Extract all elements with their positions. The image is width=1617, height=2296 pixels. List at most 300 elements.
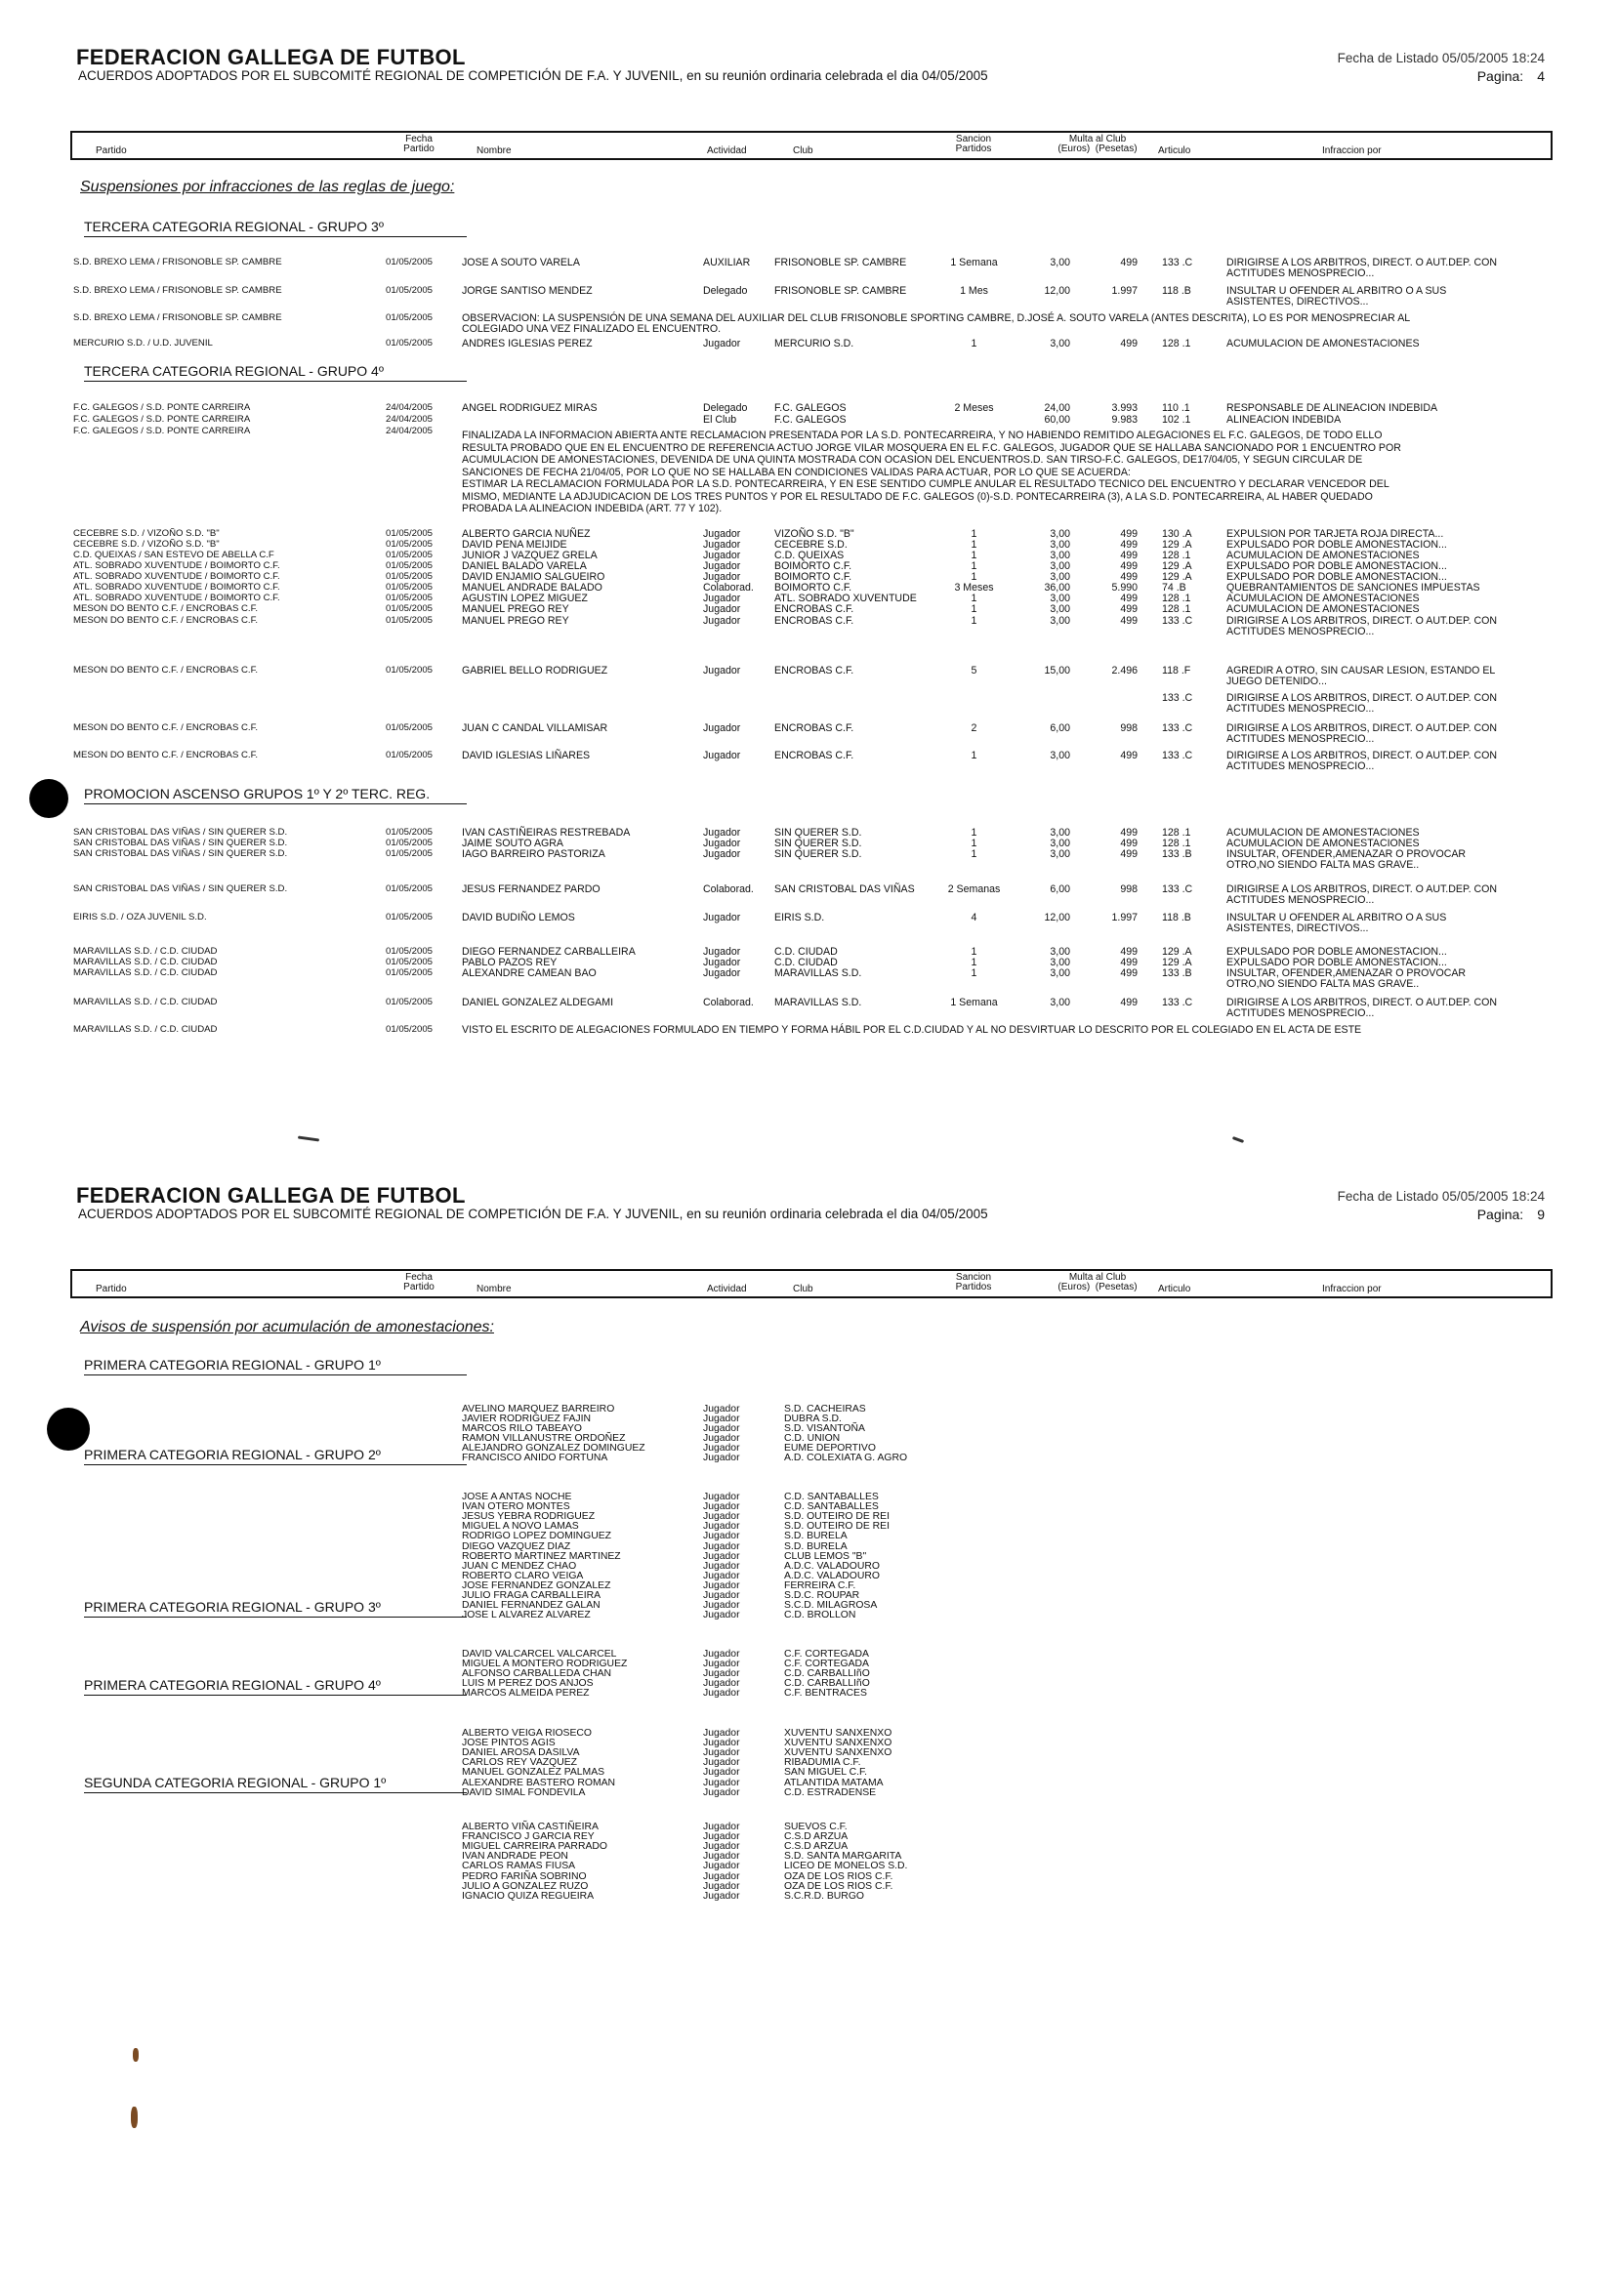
cell-pesetas: 2.496: [1111, 665, 1138, 676]
cell-infraccion: AGREDIR A OTRO, SIN CAUSAR LESION, ESTANDO EL: [1226, 665, 1496, 676]
cell-actividad: Jugador: [703, 957, 741, 968]
entry-club: XUVENTU SANXENXO: [784, 1738, 892, 1749]
entry-name: JESUS YEBRA RODRIGUEZ: [462, 1511, 596, 1523]
cell-sancion: 1: [971, 827, 977, 839]
entry-name: IGNACIO QUIZA REGUEIRA: [462, 1890, 595, 1902]
cell-partido: MARAVILLAS S.D. / C.D. CIUDAD: [73, 957, 218, 967]
entry-activity: Jugador: [703, 1590, 740, 1601]
cell-pesetas: 3.993: [1111, 402, 1138, 414]
cell-sancion: 1: [971, 593, 977, 604]
cell-infraccion: ACTITUDES MENOSPRECIO...: [1226, 760, 1375, 772]
cell-club: SIN QUERER S.D.: [774, 827, 862, 839]
cell-actividad: Jugador: [703, 338, 741, 349]
cell-partido: F.C. GALEGOS / S.D. PONTE CARREIRA: [73, 414, 251, 425]
cell-sancion: 1: [971, 848, 977, 860]
cell-fecha: 01/05/2005: [386, 603, 434, 614]
entry-activity: Jugador: [703, 1560, 740, 1572]
cell-infraccion: ACTITUDES MENOSPRECIO...: [1226, 1007, 1375, 1019]
entry-activity: Jugador: [703, 1443, 740, 1454]
cell-nombre: DAVID IGLESIAS LIÑARES: [462, 750, 591, 761]
entry-club: A.D.C. VALADOURO: [784, 1560, 880, 1572]
entry-name: DANIEL FERNANDEZ GALAN: [462, 1600, 601, 1612]
cell-euros: 3,00: [1050, 257, 1070, 268]
cell-fecha: 01/05/2005: [386, 997, 434, 1007]
cell-infraccion: ACTITUDES MENOSPRECIO...: [1226, 703, 1375, 715]
cell-sancion: 2 Semanas: [947, 883, 1001, 895]
entry-activity: Jugador: [703, 1738, 740, 1749]
cell-actividad: Jugador: [703, 593, 741, 604]
cell-club: ATL. SOBRADO XUVENTUDE: [774, 593, 917, 604]
col-nombre: Nombre: [477, 145, 512, 156]
cell-fecha: 01/05/2005: [386, 528, 434, 539]
cell-actividad: Colaborad.: [703, 582, 754, 594]
cell-club: ENCROBAS C.F.: [774, 750, 854, 761]
cell-infraccion: EXPULSADO POR DOBLE AMONESTACION...: [1226, 539, 1447, 551]
entry-name: AVELINO MARQUEZ BARREIRO: [462, 1404, 615, 1414]
cell-nombre: ANGEL RODRIGUEZ MIRAS: [462, 402, 598, 414]
cell-articulo: 130 .A: [1162, 528, 1192, 540]
cell-pesetas: 499: [1120, 967, 1138, 979]
entry-club: S.D. BURELA: [784, 1531, 848, 1542]
cell-actividad: Colaborad.: [703, 997, 754, 1008]
cell-nombre: DANIEL GONZALEZ ALDEGAMI: [462, 997, 614, 1008]
cell-infraccion: DIRIGIRSE A LOS ARBITROS, DIRECT. O AUT.DEP. CON: [1226, 257, 1498, 268]
cell-articulo: 128 .1: [1162, 593, 1191, 604]
entry-name: CARLOS REY VAZQUEZ: [462, 1757, 577, 1769]
cell-pesetas: 499: [1120, 838, 1138, 849]
cell-club: BOIMORTO C.F.: [774, 571, 852, 583]
cell-club: SAN CRISTOBAL DAS VIÑAS: [774, 883, 915, 895]
cell-partido: SAN CRISTOBAL DAS VIÑAS / SIN QUERER S.D.: [73, 827, 288, 838]
entry-club: FERREIRA C.F.: [784, 1579, 856, 1591]
cell-nombre: VISTO EL ESCRITO DE ALEGACIONES FORMULADO EN TIEMPO Y FORMA HÁBIL POR EL C.D.CIUDAD Y AL NO DESVIRTUAR LO DESCRITO POR EL COLEGIADO EN EL ACTA DE ESTE: [462, 1024, 1362, 1036]
cell-club: ENCROBAS C.F.: [774, 722, 854, 734]
cell-articulo: 110 .1: [1162, 402, 1190, 414]
cell-euros: 3,00: [1050, 750, 1070, 761]
cell-fecha: 01/05/2005: [386, 946, 434, 957]
cell-articulo: 118 .B: [1162, 285, 1191, 297]
cell-partido: F.C. GALEGOS / S.D. PONTE CARREIRA: [73, 402, 251, 413]
cell-fecha: 01/05/2005: [386, 750, 434, 760]
cell-articulo: 133 .C: [1162, 883, 1193, 895]
cell-pesetas: 1.997: [1111, 912, 1138, 923]
entry-name: PEDRO FARIÑA SOBRINO: [462, 1870, 587, 1882]
col-multa: Multa al Club (Euros) (Pesetas): [1057, 1272, 1138, 1292]
cell-articulo: 128 .1: [1162, 603, 1191, 615]
cell-nombre: OBSERVACION: LA SUSPENSIÓN DE UNA SEMANA DEL AUXILIAR DEL CLUB FRISONOBLE SPORTING CAMBRE, D.JOSÉ A. SOUTO VARELA (ANTES DESCRITA), LO ES POR MENOSPRECIAR AL: [462, 312, 1411, 324]
entry-name: ALEJANDRO GONZALEZ DOMINGUEZ: [462, 1443, 645, 1454]
col-actividad: Actividad: [707, 145, 747, 156]
cell-actividad: Jugador: [703, 571, 741, 583]
cell-actividad: Jugador: [703, 560, 741, 572]
entry-club: XUVENTU SANXENXO: [784, 1747, 892, 1759]
cell-actividad: El Club: [703, 414, 737, 426]
cell-articulo: 102 .1: [1162, 414, 1191, 426]
cell-sancion: 1 Semana: [950, 997, 998, 1008]
group-title: PRIMERA CATEGORIA REGIONAL - GRUPO 1º: [84, 1357, 467, 1375]
entry-name: JULIO FRAGA CARBALLEIRA: [462, 1590, 601, 1601]
cell-sancion: 1: [971, 838, 977, 849]
cell-nombre: ALEXANDRE CAMEAN BAO: [462, 967, 597, 979]
cell-articulo: 74 .B: [1162, 582, 1186, 594]
cell-euros: 3,00: [1050, 539, 1070, 551]
cell-infraccion: INSULTAR U OFENDER AL ARBITRO O A SUS: [1226, 912, 1447, 923]
col-fecha: Fecha Partido: [403, 1272, 435, 1292]
entry-activity: Jugador: [703, 1414, 740, 1424]
cell-fecha: 01/05/2005: [386, 615, 434, 626]
cell-nombre: DAVID BUDIÑO LEMOS: [462, 912, 575, 923]
col-fecha: Fecha Partido: [403, 134, 435, 154]
cell-infraccion: ACTITUDES MENOSPRECIO...: [1226, 894, 1375, 906]
section-title: Suspensiones por infracciones de las reglas de juego:: [80, 179, 455, 195]
col-sancion: Sancion Partidos: [955, 1272, 992, 1292]
entry-club: C.D. CARBALLIñO: [784, 1678, 870, 1690]
section-title: Avisos de suspensión por acumulación de amonestaciones:: [80, 1319, 494, 1335]
entry-club: C.D. SANTABALLES: [784, 1492, 879, 1502]
stain-mark: [133, 2048, 139, 2062]
entry-club: RIBADUMIA C.F.: [784, 1757, 861, 1769]
cell-actividad: Jugador: [703, 550, 741, 561]
cell-partido: MESON DO BENTO C.F. / ENCROBAS C.F.: [73, 722, 259, 733]
cell-fecha: 01/05/2005: [386, 312, 434, 323]
cell-infraccion: INSULTAR, OFENDER,AMENAZAR O PROVOCAR: [1226, 967, 1467, 979]
entry-name: MIGUEL A NOVO LAMAS: [462, 1521, 579, 1533]
cell-nombre: DAVID PENA MEIJIDE: [462, 539, 567, 551]
cell-fecha: 01/05/2005: [386, 338, 434, 348]
cell-pesetas: 499: [1120, 338, 1138, 349]
entry-club: OZA DE LOS RIOS C.F.: [784, 1880, 893, 1892]
cell-euros: 15,00: [1044, 665, 1070, 676]
entry-club: C.S.D ARZUA: [784, 1841, 849, 1853]
entry-club: SUEVOS C.F.: [784, 1822, 848, 1832]
entry-club: S.C.R.D. BURGO: [784, 1890, 864, 1902]
cell-infraccion: EXPULSADO POR DOBLE AMONESTACION...: [1226, 946, 1447, 958]
cell-articulo: 129 .A: [1162, 957, 1192, 968]
cell-pesetas: 499: [1120, 615, 1138, 627]
cell-articulo: 133 .C: [1162, 997, 1193, 1008]
group-title: SEGUNDA CATEGORIA REGIONAL - GRUPO 1º: [84, 1775, 467, 1793]
cell-fecha: 24/04/2005: [386, 426, 434, 436]
cell-partido: MARAVILLAS S.D. / C.D. CIUDAD: [73, 967, 218, 978]
cell-partido: MESON DO BENTO C.F. / ENCROBAS C.F.: [73, 615, 259, 626]
cell-euros: 36,00: [1044, 582, 1070, 594]
entry-activity: Jugador: [703, 1831, 740, 1843]
note-line: SANCIONES DE FECHA 21/04/05, POR LO QUE NO SE HALLABA EN CONDICIONES VALIDAS PARA ACTUAR, POR LO QUE SE ACUERDA:: [462, 466, 1131, 478]
entry-name: DIEGO VAZQUEZ DIAZ: [462, 1540, 571, 1552]
entry-activity: Jugador: [703, 1531, 740, 1542]
cell-infraccion: ACUMULACION DE AMONESTACIONES: [1226, 550, 1420, 561]
col-partido: Partido: [96, 145, 127, 156]
entry-activity: Jugador: [703, 1890, 740, 1902]
entry-name: ROBERTO CLARO VEIGA: [462, 1570, 584, 1581]
cell-euros: 3,00: [1050, 571, 1070, 583]
cell-nombre: DAVID ENJAMIO SALGUEIRO: [462, 571, 605, 583]
cell-partido: EIRIS S.D. / OZA JUVENIL S.D.: [73, 912, 207, 922]
entry-activity: Jugador: [703, 1777, 740, 1788]
cell-nombre: MANUEL PREGO REY: [462, 615, 569, 627]
entry-club: S.D.C. ROUPAR: [784, 1590, 860, 1601]
cell-euros: 3,00: [1050, 593, 1070, 604]
cell-euros: 24,00: [1044, 402, 1070, 414]
col-multa: Multa al Club (Euros) (Pesetas): [1057, 134, 1138, 154]
entry-activity: Jugador: [703, 1579, 740, 1591]
cell-club: F.C. GALEGOS: [774, 402, 847, 414]
cell-club: C.D. QUEIXAS: [774, 550, 845, 561]
entry-name: ROBERTO MARTINEZ MARTINEZ: [462, 1550, 621, 1562]
cell-infraccion: RESPONSABLE DE ALINEACION INDEBIDA: [1226, 402, 1438, 414]
entry-club: CLUB LEMOS "B": [784, 1550, 867, 1562]
cell-infraccion: ACUMULACION DE AMONESTACIONES: [1226, 838, 1420, 849]
listing-date: Fecha de Listado 05/05/2005 18:24: [1337, 51, 1545, 65]
note-line: PROBADA LA ALINEACION INDEBIDA (ART. 77 Y 102).: [462, 503, 723, 514]
cell-sancion: 4: [971, 912, 977, 923]
entry-club: C.D. CARBALLIñO: [784, 1668, 870, 1680]
column-header-bar: [70, 1269, 1553, 1298]
cell-fecha: 01/05/2005: [386, 285, 434, 296]
entry-club: C.D. UNION: [784, 1433, 841, 1444]
cell-pesetas: 998: [1120, 883, 1138, 895]
cell-sancion: 1: [971, 615, 977, 627]
cell-sancion: 1: [971, 550, 977, 561]
cell-nombre: IVAN CASTIÑEIRAS RESTREBADA: [462, 827, 631, 839]
cell-euros: 3,00: [1050, 967, 1070, 979]
page-label: Pagina:: [1476, 68, 1524, 84]
entry-name: MANUEL GONZALEZ PALMAS: [462, 1767, 605, 1779]
cell-infraccion: ACUMULACION DE AMONESTACIONES: [1226, 827, 1420, 839]
cell-club: ENCROBAS C.F.: [774, 665, 854, 676]
col-nombre: Nombre: [477, 1284, 512, 1294]
cell-partido: S.D. BREXO LEMA / FRISONOBLE SP. CAMBRE: [73, 312, 282, 323]
cell-articulo: 133 .C: [1162, 615, 1193, 627]
cell-articulo: 133 .C: [1162, 750, 1193, 761]
entry-activity: Jugador: [703, 1668, 740, 1680]
punch-hole-mark: [29, 779, 68, 818]
cell-pesetas: 499: [1120, 550, 1138, 561]
cell-club: SIN QUERER S.D.: [774, 838, 862, 849]
cell-nombre: MANUEL PREGO REY: [462, 603, 569, 615]
cell-sancion: 1: [971, 750, 977, 761]
entry-club: S.D. OUTEIRO DE REI: [784, 1521, 890, 1533]
entry-name: FRANCISCO J GARCIA REY: [462, 1831, 595, 1843]
entry-club: SAN MIGUEL C.F.: [784, 1767, 868, 1779]
cell-sancion: 5: [971, 665, 977, 676]
cell-articulo: 133 .C: [1162, 722, 1193, 734]
col-club: Club: [793, 1284, 813, 1294]
entry-name: ALBERTO VEIGA RIOSECO: [462, 1728, 593, 1739]
cell-partido: SAN CRISTOBAL DAS VIÑAS / SIN QUERER S.D.: [73, 838, 288, 848]
entry-activity: Jugador: [703, 1786, 740, 1798]
group-title: PRIMERA CATEGORIA REGIONAL - GRUPO 3º: [84, 1599, 467, 1618]
cell-nombre: JUAN C CANDAL VILLAMISAR: [462, 722, 608, 734]
entry-club: S.C.D. MILAGROSA: [784, 1600, 878, 1612]
cell-euros: 60,00: [1044, 414, 1070, 426]
cell-sancion: 2: [971, 722, 977, 734]
col-articulo: Articulo: [1158, 1284, 1191, 1294]
cell-fecha: 24/04/2005: [386, 402, 434, 413]
cell-sancion: 1: [971, 946, 977, 958]
cell-fecha: 01/05/2005: [386, 257, 434, 267]
note-line: MISMO, MEDIANTE LA ADJUDICACION DE LOS TRES PUNTOS Y POR EL RESULTADO DE F.C. GALEGOS (0)-S.D. PONTECARREIRA (3), A LA S.D. PONTECARREIRA, AL HABER QUEDADO: [462, 490, 1373, 503]
page-number: [1477, 68, 1545, 84]
cell-sancion: 1 Semana: [950, 257, 998, 268]
group-title: PRIMERA CATEGORIA REGIONAL - GRUPO 4º: [84, 1677, 467, 1696]
cell-fecha: 01/05/2005: [386, 1024, 434, 1035]
entry-name: FRANCISCO ANIDO FORTUNA: [462, 1453, 608, 1463]
cell-infraccion: ASISTENTES, DIRECTIVOS...: [1226, 296, 1369, 308]
cell-euros: 3,00: [1050, 997, 1070, 1008]
cell-nombre: AGUSTIN LOPEZ MIGUEZ: [462, 593, 588, 604]
entry-name: MIGUEL CARREIRA PARRADO: [462, 1841, 607, 1853]
entry-name: CARLOS RAMAS FIUSA: [462, 1861, 576, 1872]
cell-euros: 6,00: [1050, 883, 1070, 895]
cell-fecha: 01/05/2005: [386, 827, 434, 838]
entry-club: C.D. SANTABALLES: [784, 1501, 879, 1513]
cell-sancion: 1: [971, 528, 977, 540]
entry-activity: Jugador: [703, 1501, 740, 1513]
entry-activity: Jugador: [703, 1521, 740, 1533]
cell-club: C.D. CIUDAD: [774, 957, 838, 968]
cell-partido: ATL. SOBRADO XUVENTUDE / BOIMORTO C.F.: [73, 560, 280, 571]
cell-pesetas: 499: [1120, 257, 1138, 268]
entry-activity: Jugador: [703, 1492, 740, 1502]
cell-club: MARAVILLAS S.D.: [774, 997, 862, 1008]
entry-activity: Jugador: [703, 1423, 740, 1434]
cell-euros: 3,00: [1050, 603, 1070, 615]
cell-articulo: 133 .C: [1162, 257, 1193, 268]
entry-activity: Jugador: [703, 1433, 740, 1444]
cell-club: C.D. CIUDAD: [774, 946, 838, 958]
cell-club: VIZOÑO S.D. "B": [774, 528, 854, 540]
entry-name: DANIEL AROSA DASILVA: [462, 1747, 580, 1759]
cell-articulo: 128 .1: [1162, 838, 1191, 849]
cell-fecha: 01/05/2005: [386, 665, 434, 676]
cell-fecha: 01/05/2005: [386, 571, 434, 582]
entry-club: EUME DEPORTIVO: [784, 1443, 876, 1454]
cell-nombre: JOSE A SOUTO VARELA: [462, 257, 580, 268]
cell-nombre: JAIME SOUTO AGRA: [462, 838, 563, 849]
cell-euros: 3,00: [1050, 946, 1070, 958]
cell-partido: ATL. SOBRADO XUVENTUDE / BOIMORTO C.F.: [73, 582, 280, 593]
group-title: TERCERA CATEGORIA REGIONAL - GRUPO 3º: [84, 219, 467, 237]
cell-actividad: Colaborad.: [703, 883, 754, 895]
cell-club: MARAVILLAS S.D.: [774, 967, 862, 979]
cell-euros: 12,00: [1044, 285, 1070, 297]
entry-activity: Jugador: [703, 1453, 740, 1463]
cell-partido: MERCURIO S.D. / U.D. JUVENIL: [73, 338, 213, 348]
entry-name: JOSE A ANTAS NOCHE: [462, 1492, 572, 1502]
cell-partido: MARAVILLAS S.D. / C.D. CIUDAD: [73, 946, 218, 957]
entry-activity: Jugador: [703, 1880, 740, 1892]
entry-club: C.D. BROLLON: [784, 1610, 856, 1621]
cell-club: CECEBRE S.D.: [774, 539, 848, 551]
cell-club: ENCROBAS C.F.: [774, 603, 854, 615]
cell-pesetas: 499: [1120, 528, 1138, 540]
entry-name: IVAN ANDRADE PEON: [462, 1851, 568, 1863]
cell-club: FRISONOBLE SP. CAMBRE: [774, 285, 907, 297]
cell-euros: 3,00: [1050, 957, 1070, 968]
cell-infraccion: OTRO,NO SIENDO FALTA MAS GRAVE..: [1226, 978, 1420, 990]
cell-nombre: COLEGIADO UNA VEZ FINALIZADO EL ENCUENTRO.: [462, 323, 722, 335]
cell-nombre: JORGE SANTISO MENDEZ: [462, 285, 593, 297]
cell-articulo: 128 .1: [1162, 827, 1191, 839]
cell-euros: 3,00: [1050, 838, 1070, 849]
group-title: PRIMERA CATEGORIA REGIONAL - GRUPO 2º: [84, 1447, 467, 1465]
entry-name: LUIS M PEREZ DOS ANJOS: [462, 1678, 594, 1690]
entry-activity: Jugador: [703, 1851, 740, 1863]
federation-title: FEDERACION GALLEGA DE FUTBOL: [76, 1183, 466, 1208]
cell-infraccion: JUEGO DETENIDO...: [1226, 676, 1328, 687]
cell-euros: 6,00: [1050, 722, 1070, 734]
cell-euros: 3,00: [1050, 615, 1070, 627]
column-header-bar: [70, 131, 1553, 160]
cell-club: FRISONOBLE SP. CAMBRE: [774, 257, 907, 268]
cell-partido: S.D. BREXO LEMA / FRISONOBLE SP. CAMBRE: [73, 285, 282, 296]
entry-activity: Jugador: [703, 1404, 740, 1414]
cell-actividad: Jugador: [703, 838, 741, 849]
entry-club: XUVENTU SANXENXO: [784, 1728, 892, 1739]
entry-activity: Jugador: [703, 1678, 740, 1690]
cell-fecha: 01/05/2005: [386, 593, 434, 603]
cell-infraccion: ACTITUDES MENOSPRECIO...: [1226, 267, 1375, 279]
cell-pesetas: 499: [1120, 750, 1138, 761]
cell-nombre: JUNIOR J VAZQUEZ GRELA: [462, 550, 598, 561]
entry-club: S.D. BURELA: [784, 1540, 848, 1552]
cell-actividad: Delegado: [703, 402, 748, 414]
entry-activity: Jugador: [703, 1610, 740, 1621]
cell-pesetas: 499: [1120, 603, 1138, 615]
cell-partido: MARAVILLAS S.D. / C.D. CIUDAD: [73, 997, 218, 1007]
cell-actividad: Jugador: [703, 827, 741, 839]
cell-nombre: DIEGO FERNANDEZ CARBALLEIRA: [462, 946, 636, 958]
col-articulo: Articulo: [1158, 145, 1191, 156]
cell-pesetas: 9.983: [1111, 414, 1138, 426]
document-subtitle: ACUERDOS ADOPTADOS POR EL SUBCOMITÉ REGIONAL DE COMPETICIÓN DE F.A. Y JUVENIL, en su reunión ordinaria celebrada el dia 04/05/2005: [78, 1207, 988, 1221]
stain-mark: [131, 2107, 138, 2128]
entry-club: A.D.C. VALADOURO: [784, 1570, 880, 1581]
cell-pesetas: 499: [1120, 539, 1138, 551]
cell-partido: ATL. SOBRADO XUVENTUDE / BOIMORTO C.F.: [73, 571, 280, 582]
cell-pesetas: 499: [1120, 957, 1138, 968]
cell-pesetas: 499: [1120, 560, 1138, 572]
cell-infraccion: INSULTAR, OFENDER,AMENAZAR O PROVOCAR: [1226, 848, 1467, 860]
cell-infraccion: ACUMULACION DE AMONESTACIONES: [1226, 593, 1420, 604]
listing-date: Fecha de Listado 05/05/2005 18:24: [1337, 1189, 1545, 1204]
cell-actividad: Jugador: [703, 967, 741, 979]
cell-pesetas: 499: [1120, 997, 1138, 1008]
entry-name: MIGUEL A MONTERO RODRIGUEZ: [462, 1659, 628, 1670]
cell-actividad: Jugador: [703, 539, 741, 551]
page-label: Pagina:: [1476, 1207, 1524, 1222]
cell-infraccion: DIRIGIRSE A LOS ARBITROS, DIRECT. O AUT.DEP. CON: [1226, 615, 1498, 627]
cell-actividad: Jugador: [703, 603, 741, 615]
col-partido: Partido: [96, 1284, 127, 1294]
cell-partido: CECEBRE S.D. / VIZOÑO S.D. "B": [73, 528, 220, 539]
entry-club: OZA DE LOS RIOS C.F.: [784, 1870, 893, 1882]
cell-fecha: 01/05/2005: [386, 539, 434, 550]
cell-fecha: 01/05/2005: [386, 848, 434, 859]
entry-activity: Jugador: [703, 1570, 740, 1581]
entry-club: C.F. CORTEGADA: [784, 1649, 869, 1660]
cell-fecha: 01/05/2005: [386, 838, 434, 848]
cell-actividad: Jugador: [703, 946, 741, 958]
cell-partido: SAN CRISTOBAL DAS VIÑAS / SIN QUERER S.D.: [73, 848, 288, 859]
cell-actividad: Jugador: [703, 722, 741, 734]
cell-club: SIN QUERER S.D.: [774, 848, 862, 860]
cell-sancion: 1: [971, 338, 977, 349]
cell-club: MERCURIO S.D.: [774, 338, 854, 349]
cell-infraccion: ACTITUDES MENOSPRECIO...: [1226, 733, 1375, 745]
page-number-value: 9: [1537, 1207, 1545, 1222]
